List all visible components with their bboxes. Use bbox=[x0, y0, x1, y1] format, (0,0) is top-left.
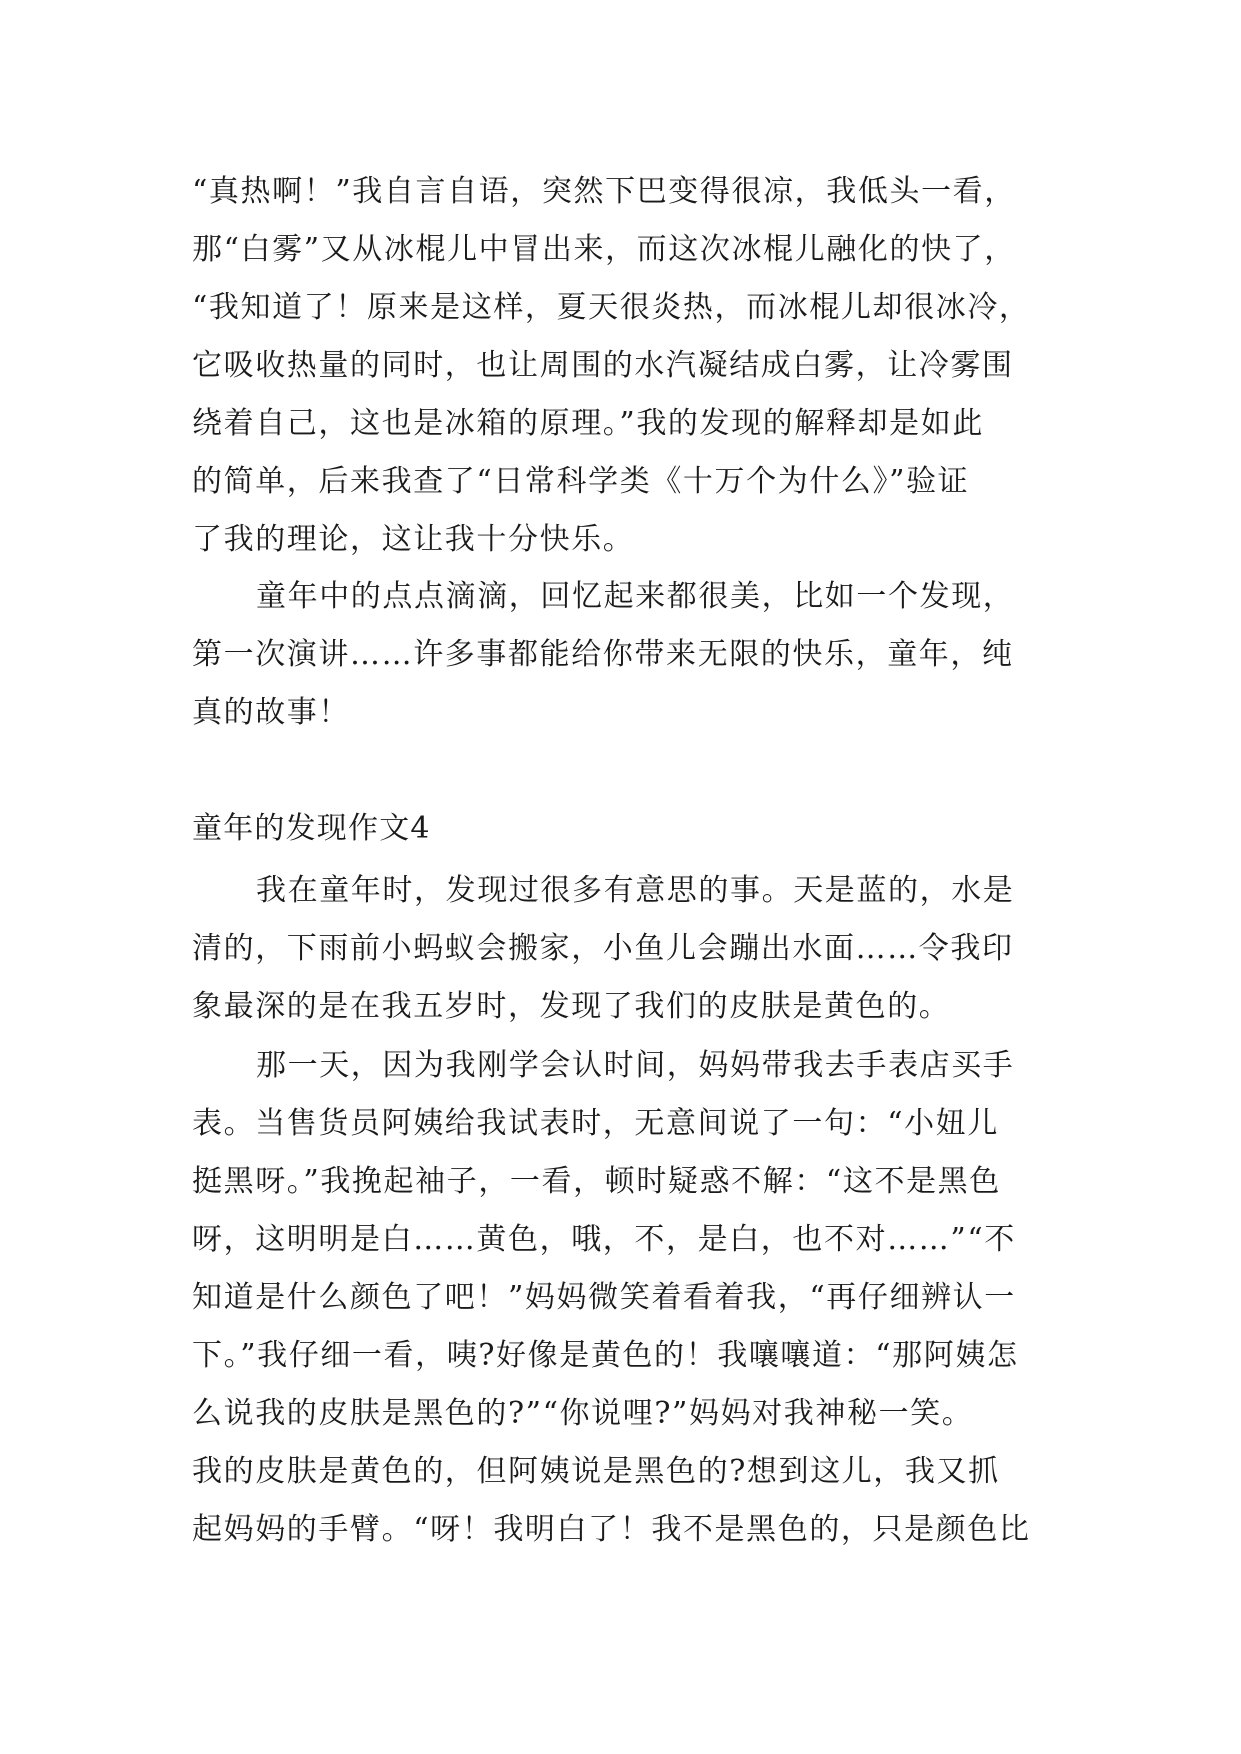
text-line: 童年中的点点滴滴，回忆起来都很美，比如一个发现， bbox=[256, 579, 1015, 614]
text-line: 绕着自己，这也是冰箱的原理。”我的发现的解释却是如此 bbox=[192, 406, 984, 441]
essay-heading: 童年的发现作文4 bbox=[192, 811, 431, 846]
text-line: 么说我的皮肤是黑色的?”“你说哩?”妈妈对我神秘一笑。 bbox=[192, 1396, 974, 1431]
text-line: 我在童年时，发现过很多有意思的事。天是蓝的，水是 bbox=[256, 873, 1015, 908]
text-line: 的简单，后来我查了“日常科学类《十万个为什么》”验证 bbox=[192, 464, 970, 499]
text-line: 表。当售货员阿姨给我试表时，无意间说了一句：“小妞儿 bbox=[192, 1106, 999, 1141]
text-line: 知道是什么颜色了吧！”妈妈微笑着看着我，“再仔细辨认一 bbox=[192, 1280, 1016, 1315]
paragraph-intro-skin-color bbox=[192, 862, 1052, 1036]
text-line: 了我的理论，这让我十分快乐。 bbox=[192, 522, 635, 557]
text-line: 象最深的是在我五岁时，发现了我们的皮肤是黄色的。 bbox=[192, 989, 951, 1024]
text-line: 那“白雾”又从冰棍儿中冒出来，而这次冰棍儿融化的快了， bbox=[192, 232, 1016, 267]
paragraph-watch-shop-story bbox=[192, 1037, 1052, 1559]
text-line: “真热啊！”我自言自语，突然下巴变得很凉，我低头一看， bbox=[192, 174, 1016, 209]
text-line: 挺黑呀。”我挽起袖子，一看，顿时疑惑不解：“这不是黑色 bbox=[192, 1164, 1001, 1199]
paragraph-childhood-memories bbox=[192, 568, 1052, 742]
text-line: “我知道了！原来是这样，夏天很炎热，而冰棍儿却很冰冷， bbox=[192, 290, 1031, 325]
text-line: 那一天，因为我刚学会认时间，妈妈带我去手表店买手 bbox=[256, 1048, 1015, 1083]
paragraph-ice-pop-discovery bbox=[192, 163, 1052, 569]
text-line: 下。”我仔细一看，咦?好像是黄色的！我嚷嚷道：“那阿姨怎 bbox=[192, 1338, 1019, 1373]
text-line: 清的，下雨前小蚂蚁会搬家，小鱼儿会蹦出水面……令我印 bbox=[192, 931, 1014, 966]
text-line: 真的故事！ bbox=[192, 695, 350, 730]
text-line: 起妈妈的手臂。“呀！我明白了！我不是黑色的，只是颜色比 bbox=[192, 1512, 1031, 1547]
text-line: 第一次演讲……许多事都能给你带来无限的快乐，童年，纯 bbox=[192, 637, 1014, 672]
text-line: 呀，这明明是白……黄色，哦，不，是白，也不对……”“不 bbox=[192, 1222, 1016, 1257]
text-line: 我的皮肤是黄色的，但阿姨说是黑色的?想到这儿，我又抓 bbox=[192, 1454, 1000, 1489]
text-line: 它吸收热量的同时，也让周围的水汽凝结成白雾，让冷雾围 bbox=[192, 348, 1014, 383]
